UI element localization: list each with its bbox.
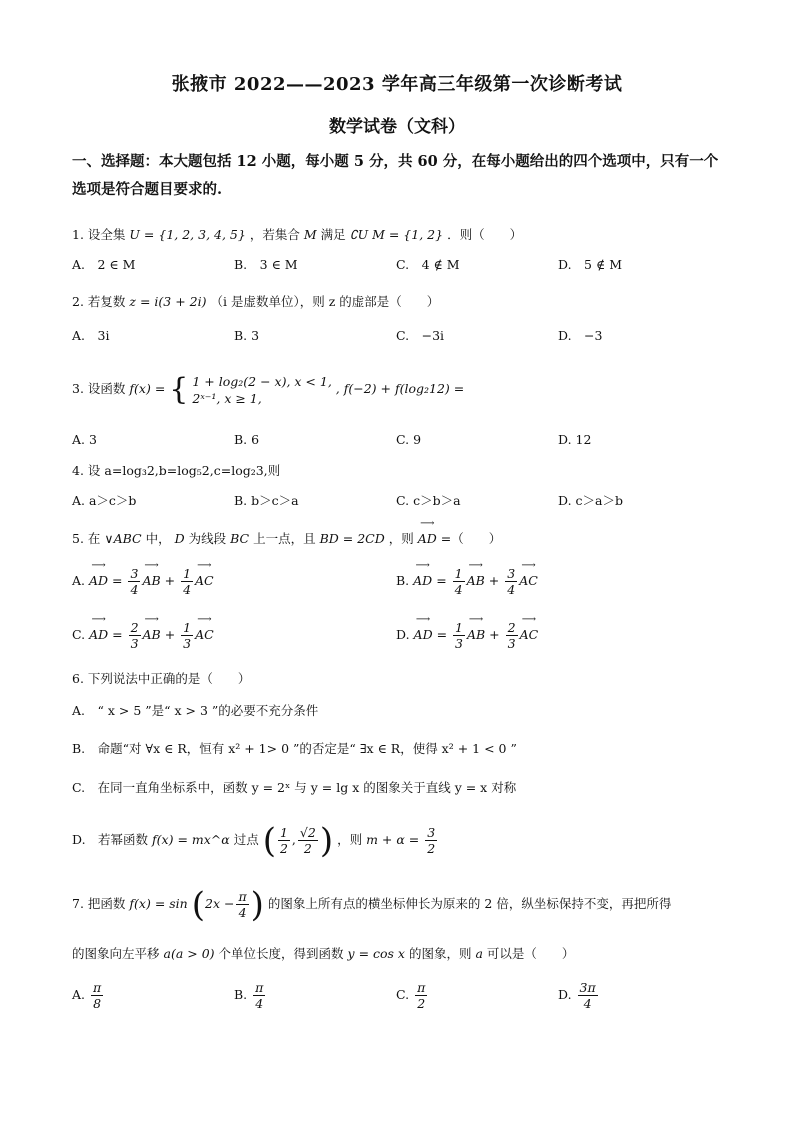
question-4: 4. 设 a=log₃2,b=log₅2,c=log₂3,则 (72, 463, 281, 478)
q6-option-c[interactable]: C. 在同一直角坐标系中，函数 y = 2ˣ 与 y = lg x 的图象关于直线 y = x 对称 (72, 780, 517, 795)
q5-option-c[interactable]: C. ⟶ AD = $\frac{2}{3}$ ⟶ AB + $\frac{1}{3}$ ⟶ AC (72, 620, 214, 651)
piecewise-cases: 1 + log₂(2 − x), x < 1, 2ˣ⁻¹, x ≥ 1, (192, 373, 332, 406)
q6-option-b[interactable]: B. 命题“对 ∀x ∈ R，恒有 x² + 1> 0 ”的否定是“ ∃x ∈ R，使得 x² + 1 < 0 ” (72, 741, 517, 756)
q7-option-c[interactable]: C. $\frac{\pi}{2}$ (396, 980, 426, 1011)
question-7: 7. 把函数 f(x) = sin (2x − $\frac{\pi}{4}$ ) 的图象上所有点的横坐标伸长为原来的 2 倍，纵坐标保持不变，再把所得 (72, 884, 672, 925)
brace-symbol: { (169, 371, 189, 407)
q2-option-a[interactable]: A. 3i (72, 328, 110, 343)
q7-option-d[interactable]: D. $\frac{3\pi}{4}$ (558, 980, 596, 1011)
q2-option-b[interactable]: B. 3 (234, 328, 260, 343)
q5-option-d[interactable]: D. ⟶ AD = $\frac{1}{3}$ ⟶ AB + $\frac{2}{3}$ ⟶ AC (396, 620, 538, 651)
question-5: 5. 在 ∨ABC 中， D 为线段 BC 上一点，且 BD = 2CD ，则 ⟶ AD =（ ） (72, 530, 752, 548)
q2-option-c[interactable]: C. −3i (396, 328, 445, 343)
q1-option-d[interactable]: D. 5 ∉ M (558, 257, 623, 272)
q3-option-c[interactable]: C. 9 (396, 432, 422, 447)
section-heading: 一、选择题：本大题包括 12 小题，每小题 5 分，共 60 分，在每小题给出的四个选项中，只有一个选项是符合题目要求的. (72, 153, 719, 198)
q4-option-c[interactable]: C. c＞b＞a (396, 493, 461, 508)
q5-option-a[interactable]: A. ⟶ AD = $\frac{3}{4}$ ⟶ AB + $\frac{1}{4}$ ⟶ AC (72, 566, 214, 597)
q7-option-b[interactable]: B. $\frac{\pi}{4}$ (234, 980, 264, 1011)
q1-option-b[interactable]: B. 3 ∈ M (234, 257, 298, 272)
q3-option-d[interactable]: D. 12 (558, 432, 592, 447)
exam-title: 张掖市 2022——2023 学年高三年级第一次诊断考试 (171, 74, 623, 95)
q1-option-c[interactable]: C. 4 ∉ M (396, 257, 460, 272)
q6-option-d[interactable]: D. 若幂函数 f(x) = mx^α 过点 ( $\frac{1}{2}$ , $\frac{√2}{2}$ ) ，则 m + α = $\frac{3}{2}$ (72, 820, 436, 861)
q5-option-b[interactable]: B. ⟶ AD = $\frac{1}{4}$ ⟶ AB + $\frac{3}{4}$ ⟶ AC (396, 566, 538, 597)
q1-option-a[interactable]: A. 2 ∈ M (72, 257, 136, 272)
question-7-line-2: 的图象向左平移 a(a > 0) 个单位长度，得到函数 y = cos x 的图象，则 a 可以是（ ） (72, 946, 575, 961)
q3-option-a[interactable]: A. 3 (72, 432, 97, 447)
question-6: 6. 下列说法中正确的是（ ） (72, 671, 251, 686)
question-3: 3. 设函数 f(x) = { 1 + log₂(2 − x), x < 1, 2ˣ⁻¹, x ≥ 1, , f(−2) + f(log₂12) = (72, 371, 465, 407)
exam-subtitle: 数学试卷（文科） (329, 117, 465, 137)
q2-option-d[interactable]: D. −3 (558, 328, 603, 343)
q3-option-b[interactable]: B. 6 (234, 432, 260, 447)
question-2: 2. 若复数 z = i(3 + 2i) （i 是虚数单位），则 z 的虚部是（ ） (72, 294, 440, 309)
question-1: 1. 设全集 U = {1, 2, 3, 4, 5} ，若集合 M 满足 ∁U M = {1, 2} ．则（ ） (72, 227, 523, 242)
q4-option-a[interactable]: A. a＞c＞b (72, 493, 137, 508)
q7-option-a[interactable]: A. $\frac{\pi}{8}$ (72, 980, 102, 1011)
q4-option-d[interactable]: D. c＞a＞b (558, 493, 623, 508)
q6-option-a[interactable]: A. “ x > 5 ”是“ x > 3 ”的必要不充分条件 (72, 703, 319, 718)
q4-option-b[interactable]: B. b＞c＞a (234, 493, 299, 508)
